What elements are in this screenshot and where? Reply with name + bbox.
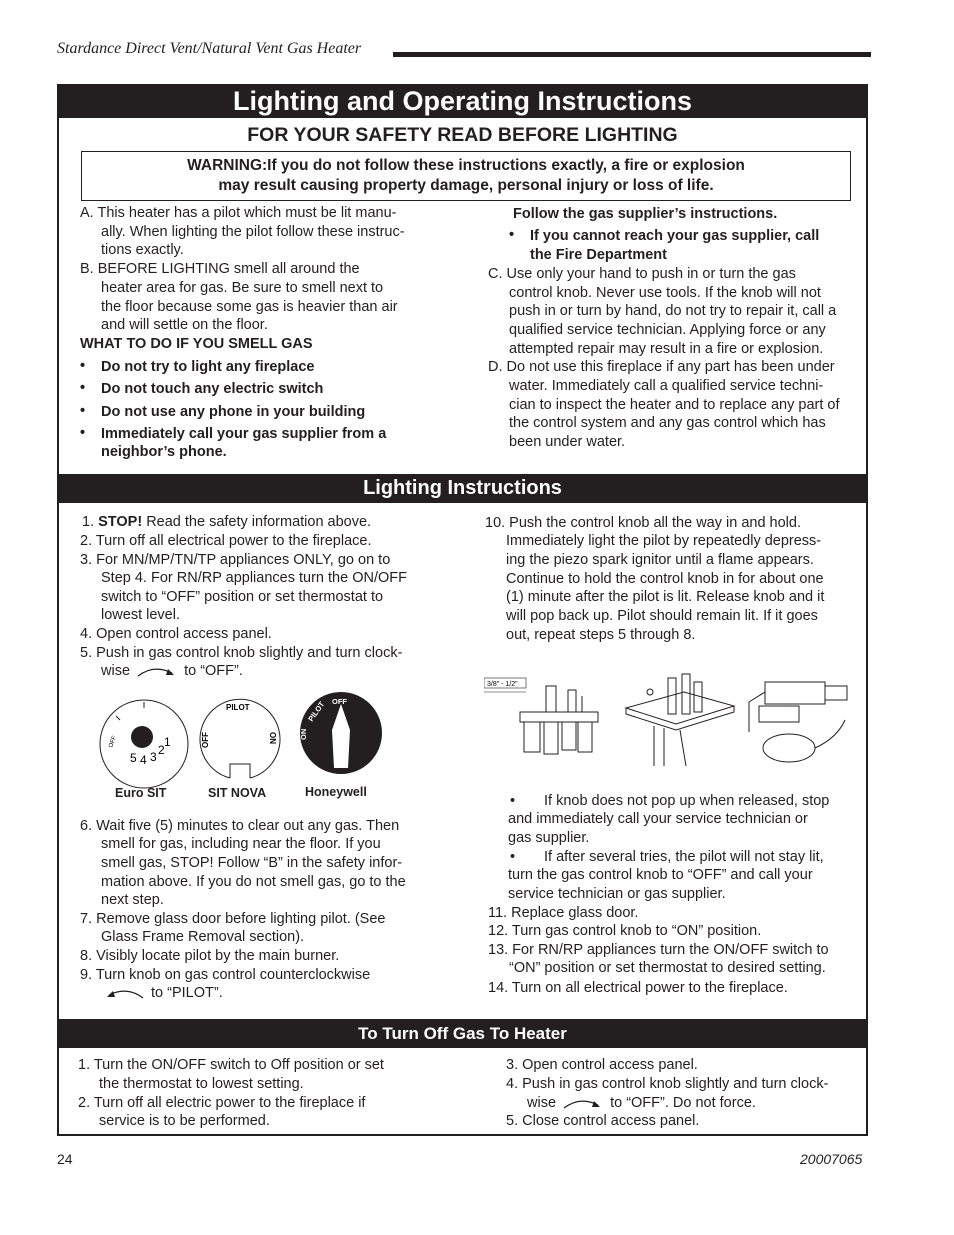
euro-sit-label: Euro SIT [115,786,167,800]
warning-line-2: may result causing property damage, personal injury or loss of life. [218,177,714,194]
note-2b: turn the gas control knob to “OFF” and call your [508,867,813,883]
safety-d2: water. Immediately call a qualified service techni- [509,378,824,394]
smell-bullet-4a: Immediately call your gas supplier from a [101,426,387,442]
step-1-num: 1. [82,514,95,530]
bullet-dot: • [80,425,86,441]
note-2a: If after several tries, the pilot will not stay lit, [544,849,824,865]
header-rule [393,52,871,57]
nova-off-label: OFF [201,732,210,748]
step-3c: switch to “OFF” position or set thermostat to [101,589,384,605]
counterclockwise-arrow-icon [101,986,147,1000]
turnoff-5: 5. Close control access panel. [506,1113,700,1129]
safety-b1: B. BEFORE LIGHTING smell all around the [80,261,360,277]
note-1b: and immediately call your service technician or [508,811,808,827]
euro-num-2: 2 [158,743,165,757]
step-2: 2. Turn off all electrical power to the fireplace. [80,533,372,549]
safety-c4: qualified service technician. Applying force or any [509,322,826,338]
safety-b3: the floor because some gas is heavier than air [101,299,398,315]
step-7a: 7. Remove glass door before lighting pilot. (See [80,911,386,927]
turnoff-2b: service is to be performed. [99,1113,270,1129]
honeywell-label: Honeywell [305,785,367,799]
step-10d: Continue to hold the control knob in for about one [506,571,824,587]
safety-d3: cian to inspect the heater and to replace any part of [509,397,840,413]
step-5-off: to “OFF”. [184,663,243,679]
safety-b2: heater area for gas. Be sure to smell next to [101,280,384,296]
step-3b: Step 4. For RN/RP appliances turn the ON/OFF [101,570,407,586]
pilot-assembly-image-3 [745,672,855,768]
sit-nova-label: SIT NOVA [208,786,267,800]
step-9-pilot: to “PILOT”. [151,985,223,1001]
safety-a1: A. This heater has a pilot which must be lit manu- [80,205,397,221]
smell-bullet-1: Do not try to light any fireplace [101,359,315,375]
warning-line-1: WARNING:If you do not follow these instructions exactly, a fire or explosion [187,157,745,174]
turnoff-4b [527,1094,756,1113]
bullet-dot: • [510,849,516,865]
clockwise-arrow-icon [134,664,180,678]
pilot-assembly-image-2 [624,672,736,768]
main-title-band: Lighting and Operating Instructions [57,84,868,118]
document-number: 20007065 [800,1151,863,1167]
safety-heading: FOR YOUR SAFETY READ BEFORE LIGHTING [247,124,678,146]
step-5-wise: wise [101,663,131,679]
safety-a3: tions exactly. [101,242,184,258]
warning-box [81,151,851,201]
step-8: 8. Visibly locate pilot by the main burner. [80,948,340,964]
note-2c: service technician or gas supplier. [508,886,726,902]
sit-nova-dial [196,696,284,784]
follow-supplier: Follow the gas supplier’s instructions. [513,206,778,222]
step-10b: Immediately light the pilot by repeatedly depress- [506,533,822,549]
clockwise-arrow-icon [560,1096,606,1110]
bullet-dot: • [80,403,86,419]
step-6c: smell gas, STOP! Follow “B” in the safety infor- [101,855,403,871]
step-13b: “ON” position or set thermostat to desired setting. [509,960,826,976]
euro-num-1: 1 [164,735,171,749]
step-9b [101,984,223,1003]
note-1a: If knob does not pop up when released, stop [544,793,830,809]
pilot-assembly-image-1 [484,672,606,766]
turnoff-4-off: to “OFF”. Do not force. [610,1095,756,1111]
step-5a: 5. Push in gas control knob slightly and turn clock- [80,645,403,661]
page-number: 24 [57,1151,73,1167]
honeywell-on-label: ON [299,728,308,740]
step-10c: ing the piezo spark ignitor until a flame appears. [506,552,814,568]
step-13a: 13. For RN/RP appliances turn the ON/OFF switch to [488,942,829,958]
step-1-text: Read the safety information above. [142,514,372,530]
step-7b: Glass Frame Removal section). [101,929,305,945]
step-10a: 10. Push the control knob all the way in and hold. [485,515,801,531]
safety-c2: control knob. Never use tools. If the knob will not [509,285,821,301]
step-4: 4. Open control access panel. [80,626,272,642]
flame-size-label: 3/8" - 1/2" [487,681,518,688]
step-10f: will pop back up. Pilot should remain lit. If it goes [506,608,818,624]
step-10e: (1) minute after the pilot is lit. Release knob and it [506,589,825,605]
step-6a: 6. Wait five (5) minutes to clear out any gas. Then [80,818,400,834]
safety-c1: C. Use only your hand to push in or turn the gas [488,266,796,282]
step-14: 14. Turn on all electrical power to the fireplace. [488,980,788,996]
honeywell-pilot-label: PILOT [306,699,327,724]
nova-pilot-label: PILOT [226,703,250,712]
euro-num-5: 5 [130,751,137,765]
bullet-dot: • [509,227,515,243]
step-9a: 9. Turn knob on gas control counterclockwise [80,967,371,983]
fire-dept-a: If you cannot reach your gas supplier, call [530,228,820,244]
safety-a2: ally. When lighting the pilot follow these instruc- [101,224,405,240]
smell-bullet-3: Do not use any phone in your building [101,404,366,420]
honeywell-dial [298,690,384,776]
bullet-dot: • [510,793,516,809]
bullet-dot: • [80,380,86,396]
turnoff-1b: the thermostat to lowest setting. [99,1076,304,1092]
fire-dept-b: the Fire Department [530,247,667,263]
honeywell-off-label: OFF [332,697,347,706]
smell-heading: WHAT TO DO IF YOU SMELL GAS [80,336,313,352]
safety-c5: attempted repair may result in a fire or explosion. [509,341,824,357]
euro-sit-dial [96,696,192,792]
step-6e: next step. [101,892,164,908]
step-6d: mation above. If you do not smell gas, go to the [101,874,406,890]
step-3a: 3. For MN/MP/TN/TP appliances ONLY, go on to [80,552,391,568]
euro-off-label: OFF [108,735,118,749]
turnoff-1a: 1. Turn the ON/OFF switch to Off position or set [78,1057,384,1073]
step-12: 12. Turn gas control knob to “ON” position. [488,923,762,939]
note-1c: gas supplier. [508,830,590,846]
turnoff-2a: 2. Turn off all electric power to the fireplace if [78,1095,366,1111]
turnoff-3: 3. Open control access panel. [506,1057,698,1073]
step-10g: out, repeat steps 5 through 8. [506,627,696,643]
step-11: 11. Replace glass door. [488,905,639,921]
step-1 [82,513,371,532]
bullet-dot: • [80,358,86,374]
safety-c3: push in or turn by hand, do not try to repair it, call a [509,303,837,319]
safety-d5: been under water. [509,434,626,450]
safety-b4: and will settle on the floor. [101,317,268,333]
safety-d4: the control system and any gas control which has [509,415,826,431]
smell-bullet-4b: neighbor’s phone. [101,444,227,460]
lighting-heading: Lighting Instructions [57,474,868,503]
smell-bullet-2: Do not touch any electric switch [101,381,324,397]
step-5b [101,662,243,681]
nova-on-label: ON [268,732,277,744]
euro-num-3: 3 [150,750,157,764]
turnoff-4a: 4. Push in gas control knob slightly and turn clock- [506,1076,829,1092]
step-1-stop: STOP! [98,514,143,530]
step-3d: lowest level. [101,607,180,623]
step-6b: smell for gas, including near the floor. If you [101,836,381,852]
turnoff-heading: To Turn Off Gas To Heater [57,1019,868,1048]
safety-d1: D. Do not use this fireplace if any part has been under [488,359,835,375]
euro-num-4: 4 [140,753,147,767]
header-title: Stardance Direct Vent/Natural Vent Gas Heater [57,40,362,57]
turnoff-4-wise: wise [527,1095,557,1111]
